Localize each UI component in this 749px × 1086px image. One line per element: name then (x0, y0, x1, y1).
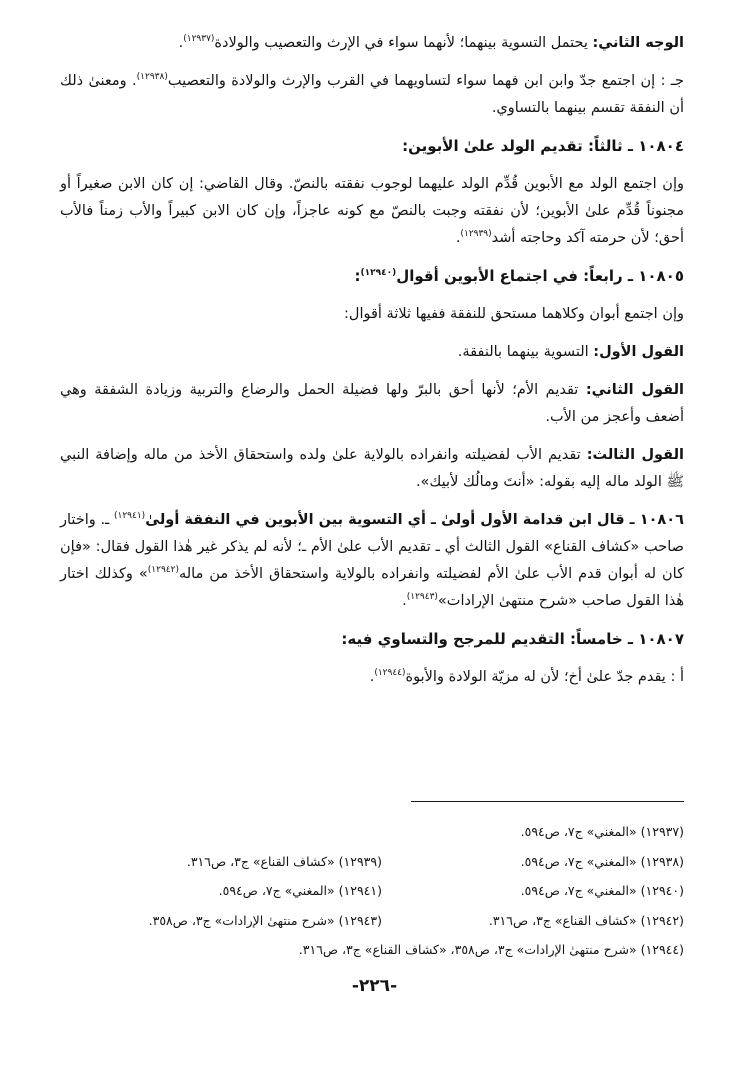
paragraph-child-priority (60, 171, 684, 252)
paragraph-text: إن اجتمع جدّ وابن ابن فهما سواء لتساويهما في القرب والإرث والولادة والتعصيب (167, 73, 656, 89)
footnote-row (80, 847, 684, 877)
section-lead: ١٠٨٠٦ ـ قال ابن قدامة الأول أولىٰ ـ أي التسوية بين الأبوين في النفقة أولىٰ (145, 512, 684, 528)
paragraph-label: أ : (670, 669, 684, 685)
opinion-label: القول الأول: (593, 344, 684, 360)
opinion-label: القول الثاني: (585, 382, 684, 398)
paragraph-opinion-1 (60, 339, 684, 366)
paragraph-end: . (402, 593, 407, 609)
footnote-ref[interactable]: (١٢٩٣٧) (183, 34, 215, 45)
page-body (60, 30, 684, 702)
paragraph-opinion-2 (60, 377, 684, 431)
footnote: (١٢٩٤٤) «شرح منتهىٰ الإرادات» ج٣، ص٣٥٨، «كشاف القناع» ج٣، ص٣١٦. (298, 942, 684, 958)
opinion-text: تقديم الأم؛ لأنها أحق بالبرّ ولها فضيلة الحمل والرضاع والتربية وزيادة الشفقة وهي أضعف وأعجز من الأب. (60, 382, 684, 425)
opinion-text: التسوية بينهما بالنفقة. (457, 344, 589, 360)
heading-section-10805 (60, 263, 684, 290)
paragraph-text-continued: » وكذلك اختار هٰذا القول صاحب «شرح منتهىٰ الإرادات» (60, 566, 684, 609)
footnote: (١٢٩٤٣) «شرح منتهىٰ الإرادات» ج٣، ص٣٥٨. (148, 912, 382, 928)
footnotes (80, 817, 684, 965)
paragraph-section-10806 (60, 507, 684, 615)
footnote-row (80, 935, 684, 965)
paragraph-label: جـ : (660, 73, 685, 89)
footnote: (١٢٩٣٧) «المغني» ج٧، ص٥٩٤. (520, 824, 684, 840)
paragraph-end: . (369, 669, 375, 685)
paragraph-jeem (60, 68, 684, 122)
footnote-ref[interactable]: (١٢٩٤٢) (147, 565, 179, 576)
heading-section-10804: ١٠٨٠٤ ـ ثالثاً: تقديم الولد علىٰ الأبوين: (402, 137, 684, 155)
footnote: (١٢٩٣٩) «كشاف القناع» ج٣، ص٣١٦. (186, 853, 382, 869)
paragraph-opinion-3 (60, 442, 684, 496)
paragraph-end: . (178, 35, 184, 51)
footnote-row (80, 876, 684, 906)
footnote-ref[interactable]: (١٢٩٣٩) (460, 229, 492, 240)
paragraph-second-aspect (60, 30, 684, 57)
footnote-row (80, 906, 684, 936)
paragraph-end: . ومعنىٰ ذلك أن النفقة تقسم بينهما بالتساوي. (60, 73, 684, 116)
paragraph-text: يقدم جدّ علىٰ أخ؛ لأن له مزيّة الولادة والأبوة (405, 669, 666, 685)
page-number: -٢٢٦- (351, 976, 398, 996)
footnote: (١٢٩٤٢) «كشاف القناع» ج٣، ص٣١٦. (488, 912, 684, 928)
footnote-separator (411, 801, 684, 802)
footnote: (١٢٩٤٠) «المغني» ج٧، ص٥٩٤. (520, 883, 684, 899)
heading-section-10807: ١٠٨٠٧ ـ خامساً: التقديم للمرجح والتساوي فيه: (341, 630, 684, 648)
paragraph-text: يحتمل التسوية بينهما؛ لأنهما سواء في الإرث والتعصيب والولادة (214, 35, 588, 51)
footnote-ref[interactable]: (١٢٩٤٤) (374, 668, 406, 679)
heading-text: ١٠٨٠٥ ـ رابعاً: في اجتماع الأبوين أقوال (396, 267, 684, 285)
footnote-ref[interactable]: (١٢٩٤١) (113, 511, 146, 522)
paragraph-end: . (455, 230, 461, 246)
paragraph-text: وإن اجتمع الولد مع الأبوين قُدِّم الولد عليهما لوجوب نفقته بالنصّ. وقال القاضي: إن كان الابن صغيراً أو مجنوناً قُدِّم علىٰ الأبوين؛ لأن نفقته وجبت بالنصّ مع كونه عاجزاً، وإن كان الابن كبيراً والأب زمناً فالأب أحق؛ لأن حرمته آكد وحاجته أشد (60, 176, 684, 246)
opinion-text: تقديم الأب لفضيلته وانفراده بالولاية علىٰ ولده واستحقاق الأخذ من ماله وإضافة النبي ﷺ الولد ماله إليه بقوله: «أنتَ ومالُك لأبيك». (60, 447, 684, 490)
footnote: (١٢٩٣٨) «المغني» ج٧، ص٥٩٤. (520, 853, 684, 869)
heading-end: : (354, 267, 361, 285)
paragraph-text: ـ. واختار صاحب «كشاف القناع» القول الثالث أي ـ تقديم الأب علىٰ الأم ـ؛ لأنه لم يذكر غير هٰذا القول فقال: «فإن كان له أبوان قدم الأب علىٰ الأم لفضيلته وانفراده بالولاية واستحقاق الأخذ من ماله (60, 512, 684, 582)
footnote-ref[interactable]: (١٢٩٤٠) (360, 268, 397, 278)
paragraph-three-opinions: وإن اجتمع أبوان وكلاهما مستحق للنفقة ففيها ثلاثة أقوال: (344, 306, 684, 322)
footnote-ref[interactable]: (١٢٩٤٣) (406, 592, 438, 603)
footnote-row (80, 817, 684, 847)
paragraph-alif (60, 664, 684, 691)
footnote: (١٢٩٤١) «المغني» ج٧، ص٥٩٤. (218, 883, 382, 899)
opinion-label: القول الثالث: (586, 447, 684, 463)
footnote-ref[interactable]: (١٢٩٣٨) (136, 72, 168, 83)
paragraph-label: الوجه الثاني: (592, 35, 684, 51)
